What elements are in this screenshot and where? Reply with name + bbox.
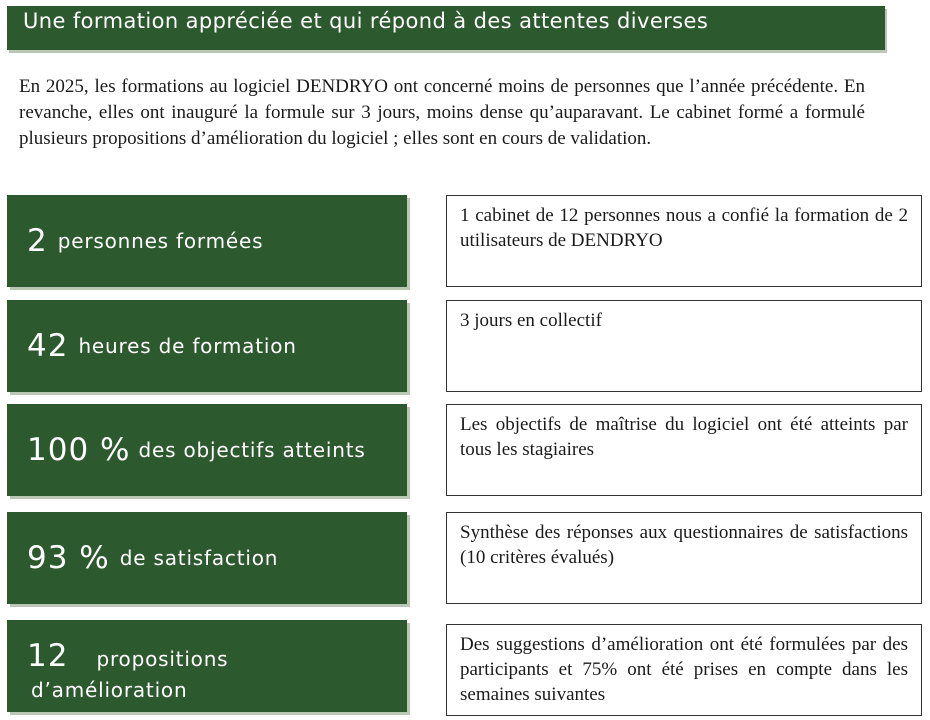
stat-card-objectives [7, 404, 407, 496]
section-title: Une formation appréciée et qui répond à des attentes diverses [7, 6, 885, 50]
stat-value: 42 [27, 328, 69, 364]
stat-label: propositions [96, 647, 229, 671]
stat-note-improvement-proposals: Des suggestions d’amélioration ont été formulées par des participants et 75% ont été prises en compte dans les semaines suivantes [446, 624, 922, 716]
stat-note-trained-people: 1 cabinet de 12 personnes nous a confié la formation de 2 utilisateurs de DENDRYO [446, 195, 922, 287]
stat-label-line2: d’amélioration [31, 678, 188, 702]
stat-label: heures de formation [78, 334, 297, 358]
stat-value: 100 % [27, 432, 131, 468]
stat-note-objectives: Les objectifs de maîtrise du logiciel ont été atteints par tous les stagiaires [446, 404, 922, 496]
stat-note-satisfaction: Synthèse des réponses aux questionnaires de satisfactions (10 critères évalués) [446, 512, 922, 604]
intro-paragraph: En 2025, les formations au logiciel DENDRYO ont concerné moins de personnes que l’année précédente. En revanche, elles ont inauguré la formule sur 3 jours, moins dense qu’auparavant. Le cabinet formé a formulé plusieurs propositions d’amélioration du logiciel ; elles sont en cours de validation. [19, 76, 865, 149]
stat-card-trained-people [7, 195, 407, 287]
stat-note-training-hours: 3 jours en collectif [446, 300, 922, 392]
stat-label: personnes formées [57, 229, 264, 253]
stat-card-improvement-proposals [7, 620, 407, 712]
stat-card-satisfaction [7, 512, 407, 604]
stat-label: de satisfaction [119, 546, 279, 570]
stat-card-training-hours [7, 300, 407, 392]
stat-value: 12 [27, 638, 69, 674]
stat-value: 93 % [27, 540, 110, 576]
stat-label: des objectifs atteints [138, 438, 366, 462]
stat-value: 2 [27, 223, 48, 259]
